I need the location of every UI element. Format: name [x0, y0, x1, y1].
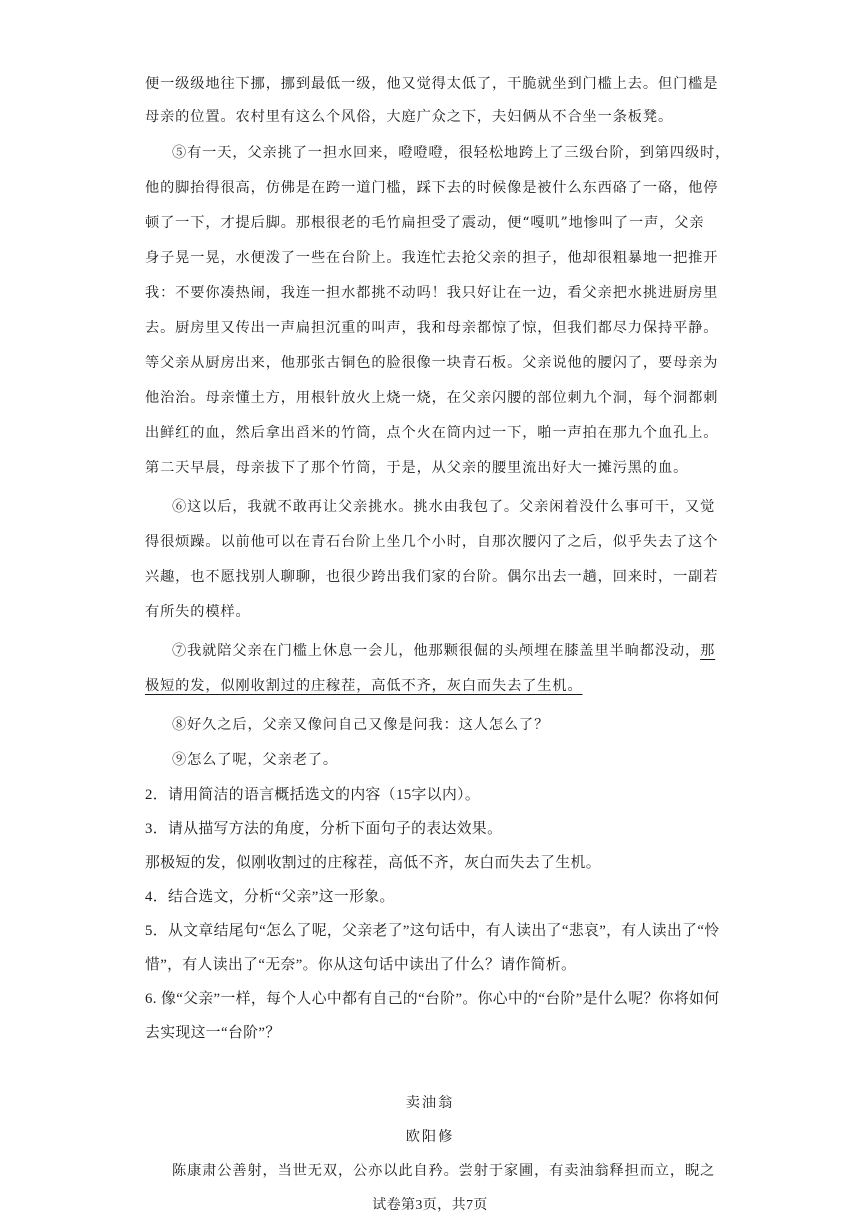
- passage-line: 得很烦躁。以前他可以在青石台阶上坐几个小时，自那次腰闪了之后，似乎失去了这个: [145, 534, 719, 550]
- paragraph-8: ⑧好久之后，父亲又像问自己又像是问我：这人怎么了？: [172, 717, 550, 733]
- page-number-footer: 试卷第3页，共7页: [372, 1198, 488, 1213]
- passage-line: 便一级级地往下挪，挪到最低一级，他又觉得太低了，干脆就坐到门槛上去。但门槛是: [145, 76, 719, 92]
- passage-line: 有所失的模样。: [145, 604, 251, 620]
- next-text-first-line: 陈康肃公善射，当世无双，公亦以此自矜。尝射于家圃，有卖油翁释担而立，睨之: [172, 1163, 716, 1179]
- question-6: 6. 像“父亲”一样，每个人心中都有自己的“台阶”。你心中的“台阶”是什么呢？你将如何: [145, 991, 720, 1007]
- paragraph-9: ⑨怎么了呢，父亲老了。: [172, 752, 338, 768]
- question-3-quote: 那极短的发，似刚收割过的庄稼茬，高低不齐，灰白而失去了生机。: [145, 855, 601, 871]
- passage-line: 他的脚抬得很高，仿佛是在跨一道门槛，踩下去的时候像是被什么东西硌了一硌，他停: [145, 180, 719, 196]
- passage-line: 身子晃一晃，水便泼了一些在台阶上。我连忙去抢父亲的担子，他却很粗暴地一把推开: [145, 250, 719, 266]
- passage-line: 等父亲从厨房出来，他那张古铜色的脸很像一块青石板。父亲说他的腰闪了，要母亲为: [145, 355, 719, 371]
- question-6-cont: 去实现这一“台阶”？: [145, 1025, 281, 1041]
- question-5: 5．从文章结尾句“怎么了呢，父亲老了”这句话中，有人读出了“悲哀”，有人读出了“怜: [145, 923, 720, 939]
- paragraph-6: ⑥这以后，我就不敢再让父亲挑水。挑水由我包了。父亲闲着没什么事可干，又觉: [172, 499, 716, 515]
- next-text-title: 卖油翁: [405, 1095, 455, 1111]
- paragraph-5: ⑤有一天，父亲挑了一担水回来，噔噔噔，很轻松地跨上了三级台阶，到第四级时，: [172, 145, 731, 161]
- passage-line: 第二天早晨，母亲拔下了那个竹筒，于是，从父亲的腰里流出好大一摊污黑的血。: [145, 460, 689, 476]
- question-2: 2．请用简洁的语言概括选文的内容（15字以内）。: [145, 787, 481, 803]
- passage-line: 我：不要你凑热闹，我连一担水都挑不动吗！我只好让在一边，看父亲把水挑进厨房里: [145, 285, 719, 301]
- paragraph-7: [172, 640, 715, 660]
- question-4: 4．结合选文，分析“父亲”这一形象。: [145, 889, 395, 905]
- passage-line: 兴趣，也不愿找别人聊聊，也很少跨出我们家的台阶。偶尔出去一趟，回来时，一副若: [145, 569, 719, 585]
- underlined-sentence-start: 那: [700, 643, 716, 659]
- next-text-author: 欧阳修: [405, 1129, 455, 1145]
- passage-line: 顿了一下，才提后脚。那根很老的毛竹扁担受了震动，便“嘎叽”地惨叫了一声，父亲: [145, 215, 705, 231]
- paragraph-7-text: ⑦我就陪父亲在门槛上休息一会儿，他那颗很倔的头颅埋在膝盖里半晌都没动，: [172, 643, 701, 659]
- passage-line: 他治治。母亲懂土方，用根针放火上烧一烧，在父亲闪腰的部位刺九个洞，每个洞都刺: [145, 390, 719, 406]
- passage-line: 出鲜红的血，然后拿出舀米的竹筒，点个火在筒内过一下，啪一声拍在那九个血孔上。: [145, 425, 719, 441]
- underlined-sentence: 极短的发，似刚收割过的庄稼茬，高低不齐，灰白而失去了生机。: [145, 678, 583, 694]
- passage-line: 去。厨房里又传出一声扁担沉重的叫声，我和母亲都惊了惊，但我们都尽力保持平静。: [145, 320, 719, 336]
- question-3: 3．请从描写方法的角度，分析下面句子的表达效果。: [145, 821, 503, 837]
- question-5-cont: 惜”，有人读出了“无奈”。你从这句话中读出了什么？请作简析。: [145, 957, 577, 973]
- passage-line: 母亲的位置。农村里有这么个风俗，大庭广众之下，夫妇俩从不合坐一条板凳。: [145, 109, 674, 125]
